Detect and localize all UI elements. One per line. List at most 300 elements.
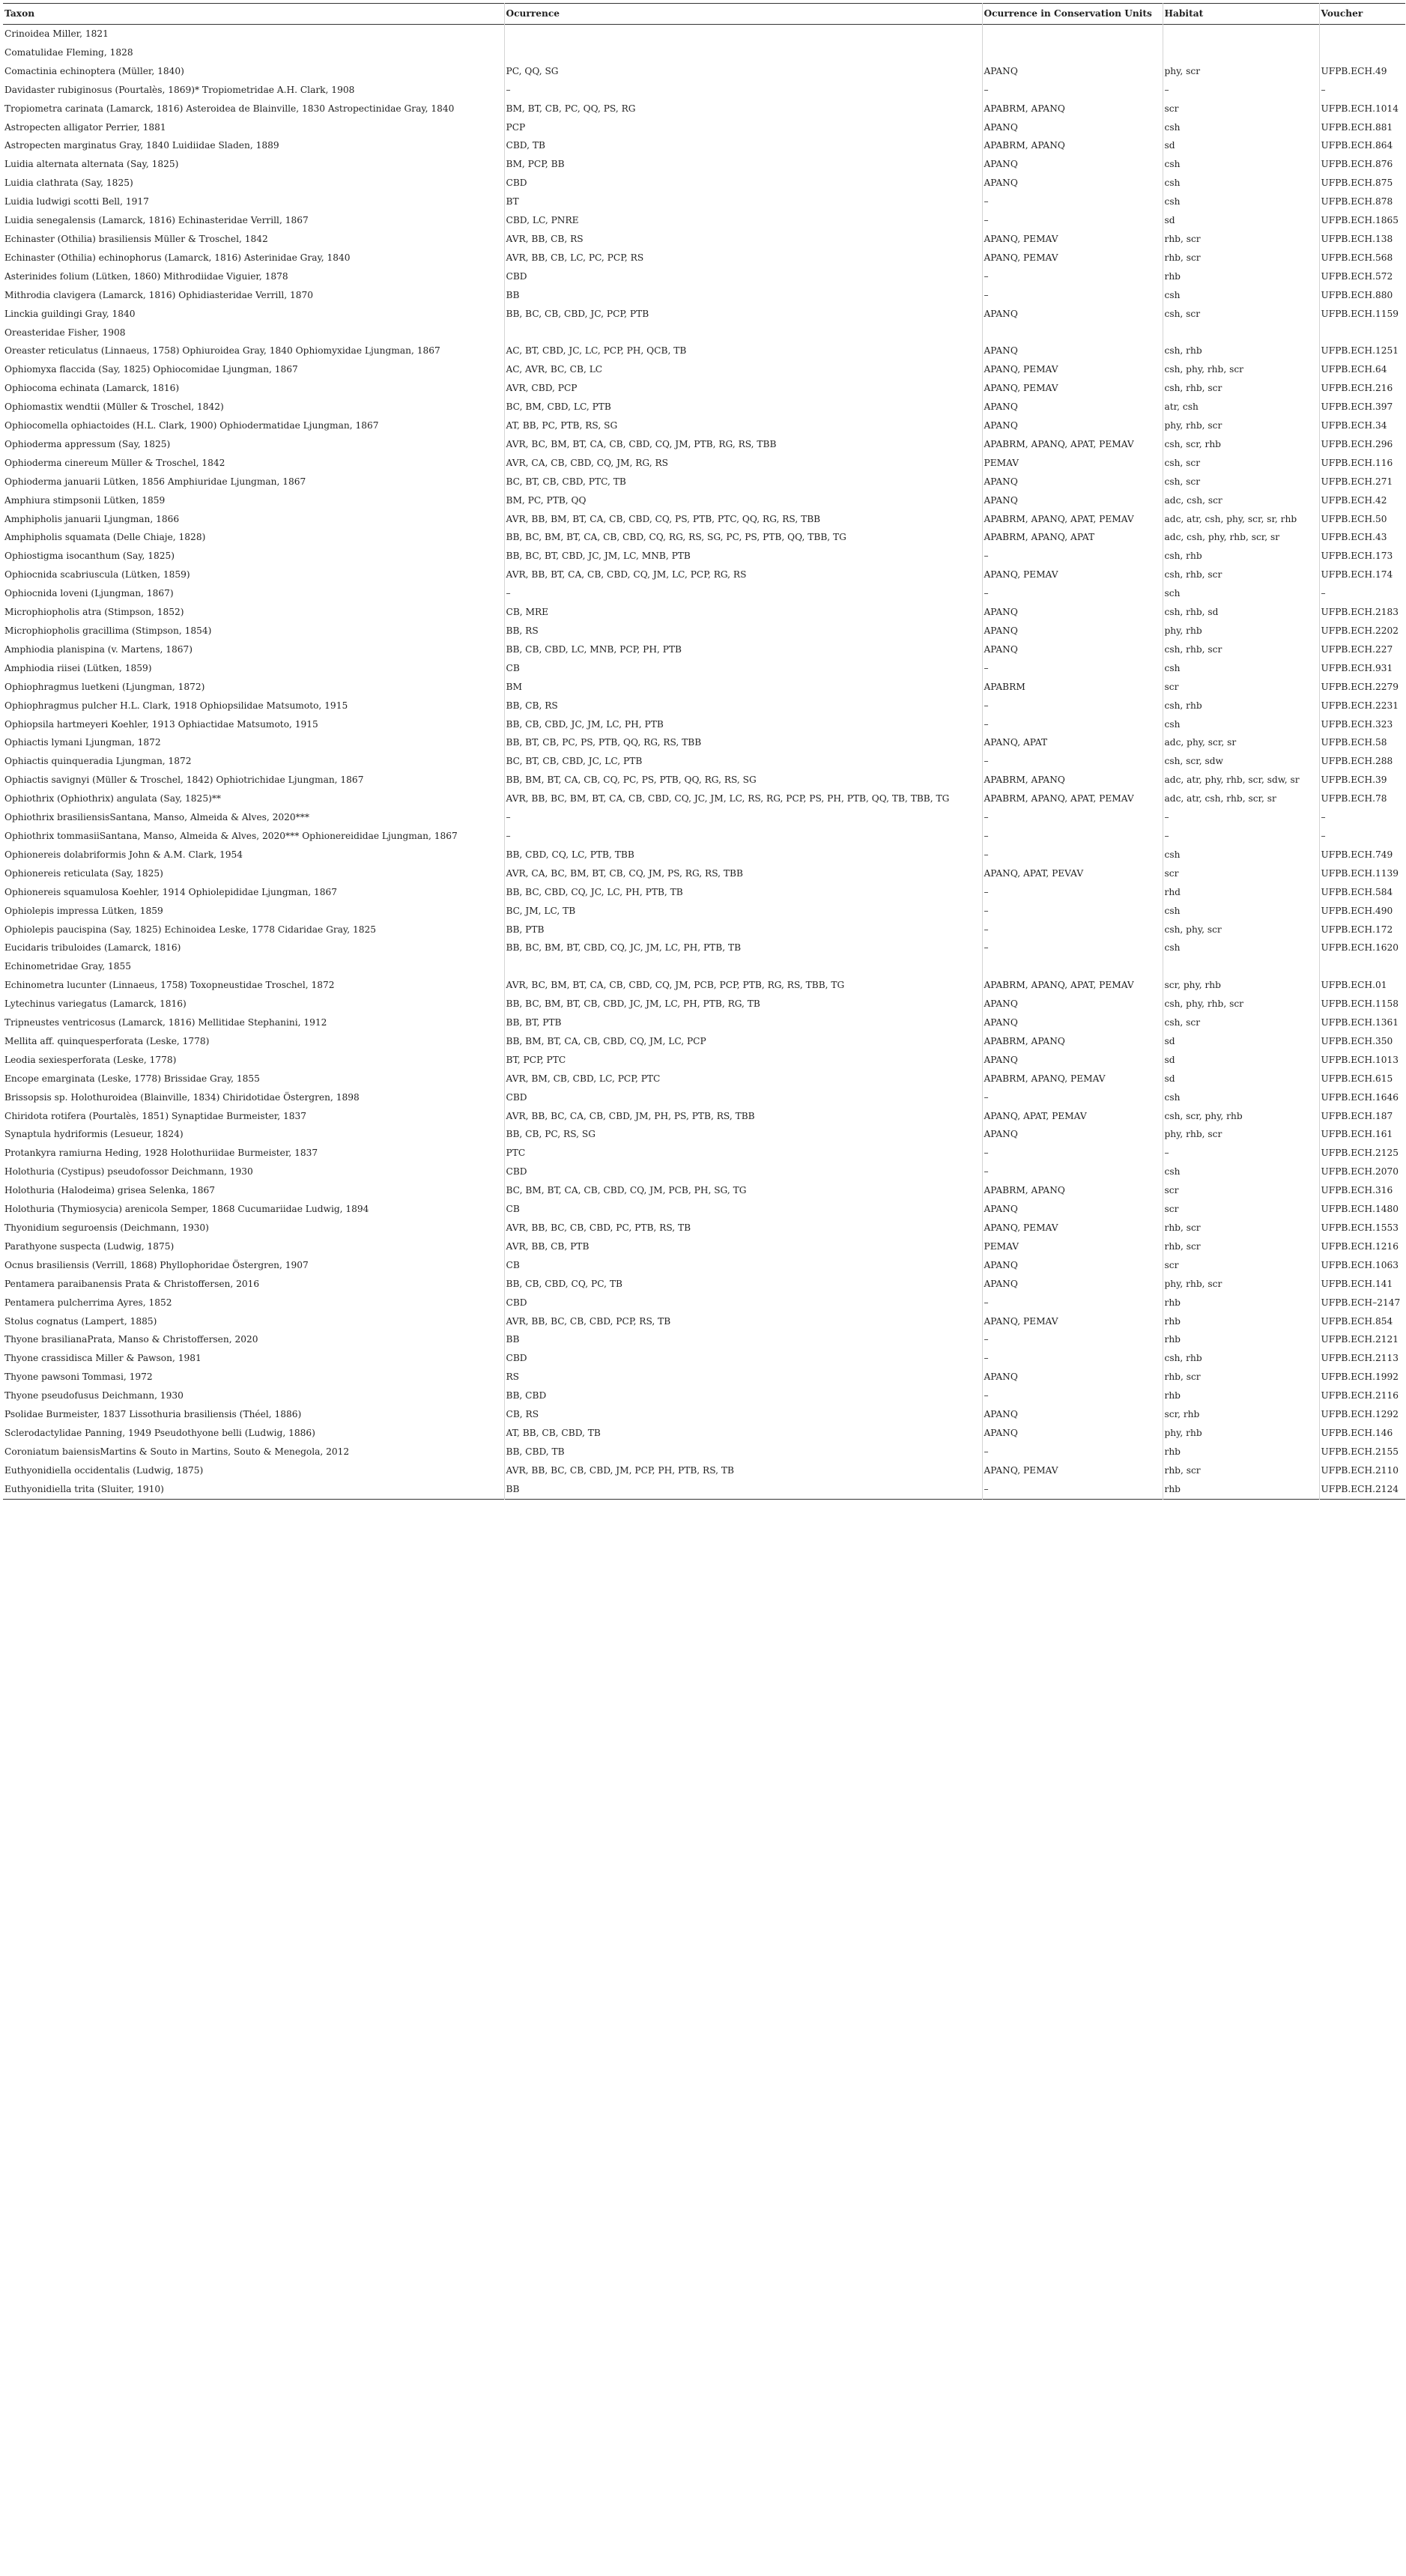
- table-row: [3, 547, 1405, 566]
- cell-habitat: [1163, 324, 1319, 342]
- cell-taxon: Amphipholis squamata (Delle Chiaje, 1828): [3, 528, 504, 547]
- cell-conservation-units: –: [982, 267, 1163, 286]
- cell-occurrence: BB: [504, 1480, 982, 1499]
- cell-taxon: Thyonidium seguroensis (Deichmann, 1930): [3, 1219, 504, 1237]
- cell-occurrence: AVR, BB, BM, BT, CA, CB, CBD, CQ, PS, PTB, PTC, QQ, RG, RS, TBB: [504, 510, 982, 529]
- cell-occurrence: BC, BM, CBD, LC, PTB: [504, 398, 982, 416]
- cell-voucher: UFPB.ECH.187: [1321, 1110, 1393, 1121]
- cell-occurrence: AVR, BM, CB, CBD, LC, PCP, PTC: [504, 1070, 982, 1088]
- cell-taxon: Ophiothrix tommasiiSantana, Manso, Almeida & Alves, 2020*** Ophionereididae Ljungman, 1867: [3, 827, 504, 846]
- cell-voucher: [1319, 25, 1405, 43]
- cell-conservation-units: APANQ: [982, 473, 1163, 491]
- cell-habitat: csh: [1163, 846, 1319, 864]
- header-conservation-units: Ocurrence in Conservation Units: [982, 4, 1163, 25]
- cell-conservation-units: –: [982, 1480, 1163, 1499]
- cell-occurrence: BB, CBD: [504, 1387, 982, 1405]
- cell-habitat: sd: [1163, 211, 1319, 230]
- cell-occurrence: CBD: [504, 267, 982, 286]
- table-row: [3, 957, 1405, 976]
- cell-conservation-units: APABRM, APANQ, APAT: [982, 528, 1163, 547]
- table-row: [3, 1013, 1405, 1032]
- table-row: [3, 267, 1405, 286]
- cell-voucher: UFPB.ECH.138: [1321, 233, 1393, 244]
- cell-voucher: UFPB.ECH.116: [1321, 457, 1393, 468]
- cell-habitat: csh, scr, rhb: [1163, 435, 1319, 454]
- table-row: [3, 25, 1405, 43]
- cell-conservation-units: –: [982, 1294, 1163, 1312]
- cell-voucher: UFPB.ECH.572: [1321, 270, 1393, 282]
- cell-voucher: –: [1321, 588, 1326, 599]
- table-row: [3, 249, 1405, 267]
- cell-habitat: csh, scr: [1163, 1013, 1319, 1032]
- cell-voucher: UFPB.ECH.2231: [1321, 700, 1399, 711]
- table-row: [3, 510, 1405, 529]
- cell-conservation-units: APANQ, PEMAV: [982, 1461, 1163, 1480]
- cell-habitat: sd: [1163, 1032, 1319, 1051]
- cell-habitat: sd: [1163, 136, 1319, 155]
- cell-conservation-units: APABRM, APANQ, APAT, PEMAV: [982, 976, 1163, 995]
- cell-conservation-units: APABRM, APANQ, PEMAV: [982, 1070, 1163, 1088]
- cell-conservation-units: APANQ: [982, 1013, 1163, 1032]
- cell-conservation-units: APANQ, PEMAV: [982, 230, 1163, 249]
- cell-taxon: Euthyonidiella occidentalis (Ludwig, 1875): [3, 1461, 504, 1480]
- cell-conservation-units: APANQ: [982, 118, 1163, 137]
- cell-conservation-units: APANQ, PEMAV: [982, 1219, 1163, 1237]
- cell-habitat: csh, scr: [1163, 473, 1319, 491]
- cell-voucher: UFPB.ECH.1014: [1321, 103, 1399, 114]
- cell-voucher: UFPB.ECH.161: [1321, 1129, 1393, 1140]
- table-row: [3, 640, 1405, 659]
- cell-conservation-units: –: [982, 659, 1163, 678]
- cell-taxon: Leodia sexiesperforata (Leske, 1778): [3, 1051, 504, 1070]
- cell-habitat: rhb: [1163, 1480, 1319, 1499]
- cell-occurrence: BB, CB, PC, RS, SG: [504, 1125, 982, 1144]
- cell-occurrence: AVR, BC, BM, BT, CA, CB, CBD, CQ, JM, PTB, RG, RS, TBB: [504, 435, 982, 454]
- table-row: [3, 1125, 1405, 1144]
- cell-taxon: Ocnus brasiliensis (Verrill, 1868) Phyllophoridae Östergren, 1907: [3, 1256, 504, 1275]
- cell-taxon: Luidia clathrata (Say, 1825): [3, 174, 504, 193]
- cell-conservation-units: –: [982, 1088, 1163, 1107]
- table-row: [3, 1051, 1405, 1070]
- cell-habitat: scr: [1163, 864, 1319, 883]
- cell-occurrence: CBD: [504, 174, 982, 193]
- cell-taxon: Ophiomyxa flaccida (Say, 1825) Ophiocomidae Ljungman, 1867: [3, 360, 504, 379]
- cell-occurrence: BC, JM, LC, TB: [504, 902, 982, 921]
- cell-occurrence: BB, RS: [504, 622, 982, 640]
- cell-habitat: –: [1163, 81, 1319, 100]
- cell-voucher: UFPB.ECH.1158: [1321, 998, 1399, 1010]
- cell-voucher: UFPB.ECH.1620: [1321, 942, 1399, 954]
- cell-occurrence: AT, BB, CB, CBD, TB: [504, 1424, 982, 1443]
- table-row: [3, 62, 1405, 81]
- cell-occurrence: AC, AVR, BC, CB, LC: [504, 360, 982, 379]
- cell-taxon: Chiridota rotifera (Pourtalès, 1851) Synaptidae Burmeister, 1837: [3, 1107, 504, 1126]
- cell-habitat: csh: [1163, 939, 1319, 957]
- cell-conservation-units: [982, 324, 1163, 342]
- cell-taxon: Brissopsis sp. Holothuroidea (Blainville, 1834) Chiridotidae Östergren, 1898: [3, 1088, 504, 1107]
- cell-voucher: UFPB.ECH.296: [1321, 438, 1393, 449]
- cell-habitat: rhb: [1163, 1312, 1319, 1331]
- cell-voucher: UFPB.ECH.146: [1321, 1427, 1393, 1438]
- cell-taxon: Ophionereis reticulata (Say, 1825): [3, 864, 504, 883]
- cell-habitat: adc, csh, phy, rhb, scr, sr: [1163, 528, 1319, 547]
- cell-conservation-units: [982, 957, 1163, 976]
- table-row: [3, 174, 1405, 193]
- table-row: [3, 1088, 1405, 1107]
- cell-conservation-units: APANQ: [982, 603, 1163, 622]
- cell-taxon: Stolus cognatus (Lampert, 1885): [3, 1312, 504, 1331]
- cell-habitat: csh, scr, phy, rhb: [1163, 1107, 1319, 1126]
- cell-voucher: UFPB.ECH–2147: [1321, 1297, 1401, 1308]
- table-row: [3, 491, 1405, 510]
- cell-occurrence: BB, CB, CBD, CQ, PC, TB: [504, 1275, 982, 1294]
- cell-voucher: UFPB.ECH.172: [1321, 924, 1393, 935]
- cell-taxon: Euthyonidiella trita (Sluiter, 1910): [3, 1480, 504, 1499]
- cell-taxon: Asterinides folium (Lütken, 1860) Mithrodiidae Viguier, 1878: [3, 267, 504, 286]
- cell-taxon: Crinoidea Miller, 1821: [3, 25, 504, 43]
- cell-habitat: rhb: [1163, 1443, 1319, 1461]
- cell-conservation-units: APANQ: [982, 1125, 1163, 1144]
- cell-occurrence: BB, BC, CB, CBD, JC, PCP, PTB: [504, 305, 982, 324]
- cell-taxon: Echinaster (Othilia) echinophorus (Lamarck, 1816) Asterinidae Gray, 1840: [3, 249, 504, 267]
- cell-habitat: rhb, scr: [1163, 249, 1319, 267]
- cell-habitat: rhb, scr: [1163, 1368, 1319, 1387]
- species-occurrence-table: [3, 3, 1405, 1500]
- cell-voucher: UFPB.ECH.1865: [1321, 215, 1399, 226]
- cell-taxon: Encope emarginata (Leske, 1778) Brissidae Gray, 1855: [3, 1070, 504, 1088]
- cell-taxon: Ophionereis dolabriformis John & A.M. Clark, 1954: [3, 846, 504, 864]
- cell-occurrence: BT: [504, 193, 982, 211]
- cell-conservation-units: –: [982, 211, 1163, 230]
- cell-conservation-units: –: [982, 81, 1163, 100]
- cell-occurrence: BC, BT, CB, CBD, PTC, TB: [504, 473, 982, 491]
- cell-conservation-units: –: [982, 193, 1163, 211]
- cell-occurrence: BB, BC, BM, BT, CB, CBD, JC, JM, LC, PH, PTB, RG, TB: [504, 995, 982, 1013]
- table-row: [3, 1368, 1405, 1387]
- cell-habitat: scr: [1163, 100, 1319, 118]
- cell-habitat: csh: [1163, 715, 1319, 734]
- cell-occurrence: BB, BC, BM, BT, CA, CB, CBD, CQ, RG, RS, SG, PC, PS, PTB, QQ, TBB, TG: [504, 528, 982, 547]
- header-voucher: Voucher: [1321, 8, 1363, 19]
- cell-voucher: UFPB.ECH.2121: [1321, 1334, 1399, 1345]
- cell-conservation-units: PEMAV: [982, 1237, 1163, 1256]
- cell-conservation-units: APANQ, APAT: [982, 733, 1163, 752]
- cell-voucher: UFPB.ECH.1013: [1321, 1054, 1399, 1065]
- cell-occurrence: AVR, BB, CB, RS: [504, 230, 982, 249]
- table-row: [3, 193, 1405, 211]
- table-row: [3, 846, 1405, 864]
- table-row: [3, 1461, 1405, 1480]
- cell-voucher: UFPB.ECH.1216: [1321, 1240, 1399, 1252]
- table-row: [3, 1312, 1405, 1331]
- cell-habitat: rhb, scr: [1163, 230, 1319, 249]
- cell-taxon: Comatulidae Fleming, 1828: [3, 43, 504, 62]
- table-body: [3, 25, 1405, 1500]
- cell-habitat: rhb: [1163, 1330, 1319, 1349]
- table-row: [3, 305, 1405, 324]
- cell-habitat: csh, rhb: [1163, 547, 1319, 566]
- cell-habitat: csh: [1163, 1088, 1319, 1107]
- table-row: [3, 1443, 1405, 1461]
- cell-voucher: UFPB.ECH.227: [1321, 643, 1393, 655]
- cell-occurrence: BT, PCP, PTC: [504, 1051, 982, 1070]
- cell-habitat: rhb, scr: [1163, 1219, 1319, 1237]
- table-row: [3, 622, 1405, 640]
- cell-occurrence: AVR, BB, BT, CA, CB, CBD, CQ, JM, LC, PCP, RG, RS: [504, 566, 982, 584]
- cell-conservation-units: –: [982, 715, 1163, 734]
- cell-conservation-units: –: [982, 697, 1163, 715]
- cell-habitat: csh: [1163, 1163, 1319, 1181]
- cell-taxon: Lytechinus variegatus (Lamarck, 1816): [3, 995, 504, 1013]
- cell-habitat: csh, rhb: [1163, 1349, 1319, 1368]
- table-row: [3, 752, 1405, 771]
- cell-occurrence: AC, BT, CBD, JC, LC, PCP, PH, QCB, TB: [504, 342, 982, 360]
- cell-occurrence: [504, 25, 982, 43]
- cell-habitat: phy, rhb, scr: [1163, 416, 1319, 435]
- cell-conservation-units: APANQ: [982, 1256, 1163, 1275]
- cell-voucher: UFPB.ECH.749: [1321, 849, 1393, 860]
- table-row: [3, 659, 1405, 678]
- cell-conservation-units: [982, 25, 1163, 43]
- cell-taxon: Ophioderma cinereum Müller & Troschel, 1842: [3, 454, 504, 473]
- cell-taxon: Amphiura stimpsonii Lütken, 1859: [3, 491, 504, 510]
- cell-occurrence: BB, CBD, TB: [504, 1443, 982, 1461]
- table-row: [3, 902, 1405, 921]
- cell-taxon: Protankyra ramiurna Heding, 1928 Holothuriidae Burmeister, 1837: [3, 1144, 504, 1163]
- cell-taxon: Ophiocoma echinata (Lamarck, 1816): [3, 379, 504, 398]
- cell-taxon: Ophiactis savignyi (Müller & Troschel, 1842) Ophiotrichidae Ljungman, 1867: [3, 771, 504, 790]
- cell-occurrence: AVR, BB, BC, BM, BT, CA, CB, CBD, CQ, JC, JM, LC, RS, RG, PCP, PS, PH, PTB, QQ, TB, TBB, TG: [504, 790, 982, 808]
- cell-habitat: csh, phy, rhb, scr: [1163, 360, 1319, 379]
- cell-voucher: UFPB.ECH.42: [1321, 494, 1387, 506]
- cell-occurrence: CB: [504, 659, 982, 678]
- cell-habitat: adc, phy, scr, sr: [1163, 733, 1319, 752]
- cell-conservation-units: APANQ: [982, 1368, 1163, 1387]
- cell-conservation-units: –: [982, 1163, 1163, 1181]
- cell-occurrence: BB, BM, BT, CA, CB, CQ, PC, PS, PTB, QQ, RG, RS, SG: [504, 771, 982, 790]
- cell-habitat: csh, scr: [1163, 305, 1319, 324]
- cell-occurrence: BB, PTB: [504, 921, 982, 939]
- cell-conservation-units: –: [982, 921, 1163, 939]
- cell-habitat: csh, phy, scr: [1163, 921, 1319, 939]
- table-row: [3, 1480, 1405, 1499]
- cell-occurrence: BB, CB, CBD, JC, JM, LC, PH, PTB: [504, 715, 982, 734]
- cell-conservation-units: –: [982, 547, 1163, 566]
- table-row: [3, 286, 1405, 305]
- cell-taxon: Microphiopholis atra (Stimpson, 1852): [3, 603, 504, 622]
- cell-habitat: sd: [1163, 1051, 1319, 1070]
- cell-habitat: [1163, 43, 1319, 62]
- cell-habitat: adc, atr, csh, rhb, scr, sr: [1163, 790, 1319, 808]
- cell-conservation-units: –: [982, 1144, 1163, 1163]
- cell-taxon: Coroniatum baiensisMartins & Souto in Martins, Souto & Menegola, 2012: [3, 1443, 504, 1461]
- cell-occurrence: PCP: [504, 118, 982, 137]
- table-row: [3, 1405, 1405, 1424]
- table-row: [3, 697, 1405, 715]
- cell-voucher: UFPB.ECH.1553: [1321, 1222, 1399, 1233]
- table-row: [3, 733, 1405, 752]
- table-row: [3, 1330, 1405, 1349]
- table-row: [3, 1237, 1405, 1256]
- cell-occurrence: –: [504, 808, 982, 827]
- table-row: [3, 1349, 1405, 1368]
- cell-habitat: csh: [1163, 659, 1319, 678]
- cell-habitat: adc, atr, phy, rhb, scr, sdw, sr: [1163, 771, 1319, 790]
- table-row: [3, 678, 1405, 697]
- cell-occurrence: BB: [504, 1330, 982, 1349]
- table-row: [3, 1163, 1405, 1181]
- cell-occurrence: [504, 957, 982, 976]
- cell-habitat: csh, rhb: [1163, 342, 1319, 360]
- cell-conservation-units: APANQ: [982, 416, 1163, 435]
- table-row: [3, 1424, 1405, 1443]
- cell-voucher: UFPB.ECH.1992: [1321, 1372, 1399, 1383]
- cell-taxon: Astropecten marginatus Gray, 1840 Luidiidae Sladen, 1889: [3, 136, 504, 155]
- table-row: [3, 827, 1405, 846]
- header-habitat: Habitat: [1163, 4, 1319, 25]
- cell-occurrence: CB, MRE: [504, 603, 982, 622]
- cell-habitat: scr: [1163, 1200, 1319, 1219]
- cell-occurrence: AVR, CA, CB, CBD, CQ, JM, RG, RS: [504, 454, 982, 473]
- cell-conservation-units: –: [982, 1330, 1163, 1349]
- cell-habitat: scr: [1163, 678, 1319, 697]
- cell-occurrence: BB, BC, CBD, CQ, JC, LC, PH, PTB, TB: [504, 883, 982, 902]
- cell-conservation-units: APABRM, APANQ, APAT, PEMAV: [982, 510, 1163, 529]
- cell-occurrence: AVR, BB, BC, CB, CBD, PC, PTB, RS, TB: [504, 1219, 982, 1237]
- cell-voucher: UFPB.ECH.316: [1321, 1185, 1393, 1196]
- cell-conservation-units: –: [982, 1387, 1163, 1405]
- table-row: [3, 1294, 1405, 1312]
- cell-taxon: Tropiometra carinata (Lamarck, 1816) Asteroidea de Blainville, 1830 Astropectinidae Gray, 1840: [3, 100, 504, 118]
- cell-occurrence: –: [504, 827, 982, 846]
- cell-occurrence: BC, BT, CB, CBD, JC, LC, PTB: [504, 752, 982, 771]
- cell-voucher: UFPB.ECH.878: [1321, 196, 1393, 207]
- cell-voucher: UFPB.ECH.50: [1321, 513, 1387, 524]
- cell-conservation-units: APANQ: [982, 622, 1163, 640]
- cell-conservation-units: APANQ: [982, 491, 1163, 510]
- table-row: [3, 921, 1405, 939]
- table-row: [3, 1144, 1405, 1163]
- cell-taxon: Ophiocomella ophiactoides (H.L. Clark, 1900) Ophiodermatidae Ljungman, 1867: [3, 416, 504, 435]
- cell-habitat: csh, rhb, scr: [1163, 640, 1319, 659]
- cell-voucher: UFPB.ECH.39: [1321, 775, 1387, 786]
- cell-occurrence: AVR, BB, BC, CA, CB, CBD, JM, PH, PS, PTB, RS, TBB: [504, 1107, 982, 1126]
- cell-voucher: UFPB.ECH.173: [1321, 551, 1393, 562]
- cell-conservation-units: APABRM, APANQ, APAT, PEMAV: [982, 790, 1163, 808]
- cell-conservation-units: APABRM, APANQ: [982, 100, 1163, 118]
- table-row: [3, 1219, 1405, 1237]
- cell-habitat: scr: [1163, 1256, 1319, 1275]
- cell-taxon: Pentamera pulcherrima Ayres, 1852: [3, 1294, 504, 1312]
- cell-conservation-units: APANQ: [982, 174, 1163, 193]
- cell-taxon: Echinometra lucunter (Linnaeus, 1758) Toxopneustidae Troschel, 1872: [3, 976, 504, 995]
- cell-habitat: csh: [1163, 902, 1319, 921]
- cell-habitat: csh, scr: [1163, 454, 1319, 473]
- cell-taxon: Ophiolepis impressa Lütken, 1859: [3, 902, 504, 921]
- cell-habitat: csh: [1163, 118, 1319, 137]
- cell-conservation-units: APANQ: [982, 62, 1163, 81]
- cell-taxon: Ophiocnida scabriuscula (Lütken, 1859): [3, 566, 504, 584]
- cell-conservation-units: APANQ: [982, 1424, 1163, 1443]
- cell-taxon: Parathyone suspecta (Ludwig, 1875): [3, 1237, 504, 1256]
- cell-occurrence: BM, BT, CB, PC, QQ, PS, RG: [504, 100, 982, 118]
- cell-occurrence: CB: [504, 1200, 982, 1219]
- cell-occurrence: AVR, BB, CB, LC, PC, PCP, RS: [504, 249, 982, 267]
- table-row: [3, 528, 1405, 547]
- cell-taxon: Ophiactis lymani Ljungman, 1872: [3, 733, 504, 752]
- cell-voucher: UFPB.ECH.1063: [1321, 1259, 1399, 1270]
- cell-occurrence: BB, BC, BT, CBD, JC, JM, LC, MNB, PTB: [504, 547, 982, 566]
- cell-habitat: rhb: [1163, 1294, 1319, 1312]
- cell-habitat: csh, rhb, scr: [1163, 566, 1319, 584]
- cell-habitat: scr: [1163, 1181, 1319, 1200]
- table-row: [3, 136, 1405, 155]
- cell-occurrence: AVR, BB, BC, CB, CBD, PCP, RS, TB: [504, 1312, 982, 1331]
- cell-occurrence: –: [504, 584, 982, 603]
- cell-habitat: phy, rhb, scr: [1163, 1275, 1319, 1294]
- cell-voucher: UFPB.ECH.2279: [1321, 681, 1399, 692]
- table-row: [3, 715, 1405, 734]
- cell-voucher: UFPB.ECH.49: [1321, 65, 1387, 76]
- cell-taxon: Echinaster (Othilia) brasiliensis Müller & Troschel, 1842: [3, 230, 504, 249]
- cell-conservation-units: –: [982, 1349, 1163, 1368]
- cell-taxon: Astropecten alligator Perrier, 1881: [3, 118, 504, 137]
- cell-voucher: UFPB.ECH.2155: [1321, 1446, 1399, 1457]
- table-row: [3, 155, 1405, 174]
- cell-taxon: Thyone pawsoni Tommasi, 1972: [3, 1368, 504, 1387]
- header-row: [3, 4, 1405, 25]
- cell-habitat: csh: [1163, 155, 1319, 174]
- cell-occurrence: CBD: [504, 1088, 982, 1107]
- cell-taxon: Ophiolepis paucispina (Say, 1825) Echinoidea Leske, 1778 Cidaridae Gray, 1825: [3, 921, 504, 939]
- cell-habitat: csh, rhb: [1163, 697, 1319, 715]
- cell-voucher: UFPB.ECH.43: [1321, 532, 1387, 543]
- table-row: [3, 211, 1405, 230]
- cell-conservation-units: APANQ: [982, 1275, 1163, 1294]
- cell-habitat: adc, atr, csh, phy, scr, sr, rhb: [1163, 510, 1319, 529]
- cell-taxon: Ophiostigma isocanthum (Say, 1825): [3, 547, 504, 566]
- cell-conservation-units: –: [982, 1443, 1163, 1461]
- cell-taxon: Davidaster rubiginosus (Pourtalès, 1869)* Tropiometridae A.H. Clark, 1908: [3, 81, 504, 100]
- cell-habitat: csh: [1163, 174, 1319, 193]
- cell-conservation-units: APANQ, PEMAV: [982, 1312, 1163, 1331]
- cell-voucher: UFPB.ECH.615: [1321, 1073, 1393, 1084]
- cell-occurrence: AVR, CBD, PCP: [504, 379, 982, 398]
- cell-taxon: Eucidaris tribuloides (Lamarck, 1816): [3, 939, 504, 957]
- cell-voucher: UFPB.ECH.880: [1321, 289, 1393, 300]
- cell-taxon: Ophioderma januarii Lütken, 1856 Amphiuridae Ljungman, 1867: [3, 473, 504, 491]
- table-row: [3, 1200, 1405, 1219]
- table-row: [3, 360, 1405, 379]
- cell-conservation-units: APANQ: [982, 1200, 1163, 1219]
- table-row: [3, 1275, 1405, 1294]
- cell-conservation-units: APANQ, APAT, PEMAV: [982, 1107, 1163, 1126]
- cell-occurrence: –: [504, 81, 982, 100]
- table-row: [3, 1107, 1405, 1126]
- cell-conservation-units: –: [982, 883, 1163, 902]
- cell-voucher: UFPB.ECH.1646: [1321, 1091, 1399, 1103]
- table-row: [3, 976, 1405, 995]
- cell-voucher: UFPB.ECH.1159: [1321, 308, 1399, 319]
- table-row: [3, 771, 1405, 790]
- cell-taxon: Pentamera paraibanensis Prata & Christoffersen, 2016: [3, 1275, 504, 1294]
- cell-voucher: UFPB.ECH.2116: [1321, 1390, 1399, 1401]
- cell-voucher: UFPB.ECH.875: [1321, 178, 1393, 189]
- cell-conservation-units: –: [982, 286, 1163, 305]
- cell-occurrence: PC, QQ, SG: [504, 62, 982, 81]
- cell-habitat: sd: [1163, 1070, 1319, 1088]
- cell-conservation-units: APANQ, APAT, PEVAV: [982, 864, 1163, 883]
